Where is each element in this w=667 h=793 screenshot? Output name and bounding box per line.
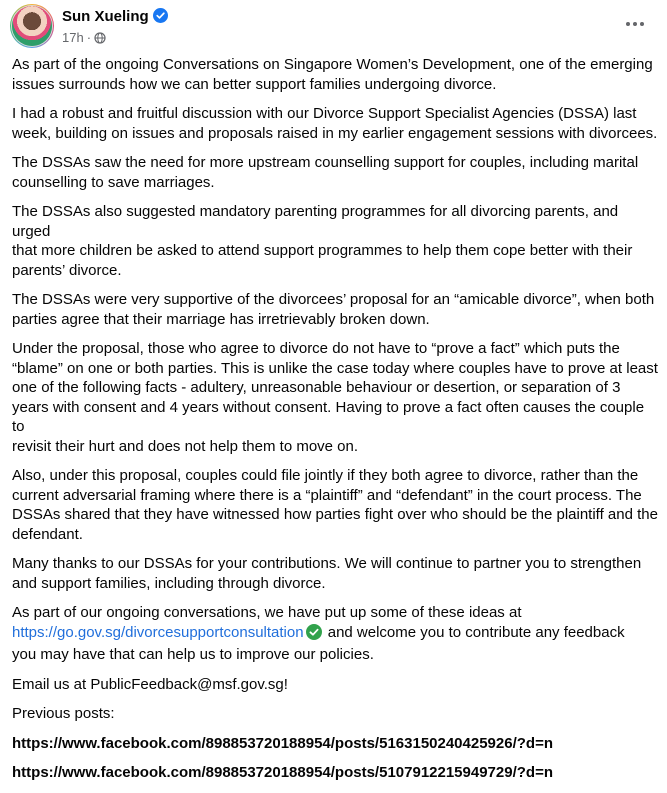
post-body (12, 55, 660, 793)
previous-posts-label: Previous posts: (12, 705, 115, 722)
post-paragraph: The DSSAs also suggested mandatory parenting programmes for all divorcing parents, and urged that more children be asked to attend support programmes to help them cope better with their parents’ divorce. (12, 203, 633, 279)
post-paragraph: The DSSAs were very supportive of the divorcees’ proposal for an “amicable divorce”, when both parties agree that their marriage has irretrievably broken down. (12, 291, 655, 328)
consultation-paragraph: As part of our ongoing conversations, we have put up some of these ideas at https://go.gov.sg/divorcesupportconsultation and welcome you to contribute any feedback you may have that can help us to improve our policies. (12, 604, 625, 663)
post-timestamp[interactable]: 17h (62, 30, 84, 45)
post-header (12, 6, 655, 48)
more-options-icon[interactable] (623, 14, 647, 34)
check-circle-icon (306, 624, 322, 646)
globe-icon[interactable] (94, 32, 106, 47)
consultation-link[interactable]: https://go.gov.sg/divorcesupportconsultation (12, 623, 304, 641)
author-name[interactable]: Sun Xueling (62, 8, 168, 27)
post-paragraph: I had a robust and fruitful discussion with our Divorce Support Specialist Agencies (DSSA) last week, building on issues and proposals raised in my earlier engagement sessions with divorcees. (12, 105, 658, 142)
post-paragraph: Many thanks to our DSSAs for your contributions. We will continue to partner you to strengthen and support families, including through divorce. (12, 555, 642, 592)
post-paragraph: Under the proposal, those who agree to divorce do not have to “prove a fact” which puts the “blame” on one or both parties. This is unlike the case today where couples have to prove at least one of the following facts - adultery, unreasonable behaviour or desertion, or separation of 3 years with consent and 4 years without consent. Having to prove a fact often causes the couple to revisit their hurt and does not help them to move on. (12, 340, 658, 455)
post-paragraph: The DSSAs saw the need for more upstream counselling support for couples, including marital counselling to save marriages. (12, 154, 639, 191)
previous-post-link[interactable]: https://www.facebook.com/898853720188954/posts/5163150240425926/?d=n (12, 734, 553, 752)
meta-separator: · (86, 30, 92, 45)
avatar[interactable] (12, 6, 52, 46)
post-paragraph: Also, under this proposal, couples could file jointly if they both agree to divorce, rather than the current adversarial framing where there is a “plaintiff” and “defendant” in the court process. The DSSAs shared that they have witnessed how parties fight over who should be the plaintiff and the defendant. (12, 467, 658, 543)
verified-badge-icon (153, 8, 168, 27)
post-meta (62, 30, 106, 47)
previous-post-link[interactable]: https://www.facebook.com/898853720188954/posts/5107912215949729/?d=n (12, 764, 553, 781)
email-line: Email us at PublicFeedback@msf.gov.sg! (12, 675, 288, 693)
post-paragraph: As part of the ongoing Conversations on Singapore Women’s Development, one of the emerging issues surrounds how we can better support families undergoing divorce. (12, 56, 653, 93)
